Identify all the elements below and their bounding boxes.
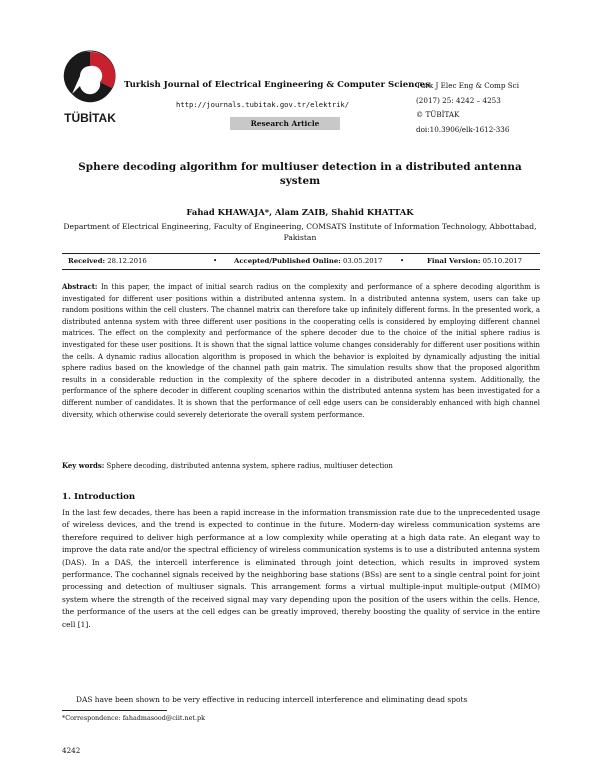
- separator-dot: •: [213, 257, 218, 265]
- journal-citation: Turk J Elec Eng & Comp Sci: [416, 81, 519, 90]
- doi-link[interactable]: doi:10.3906/elk-1612-336: [416, 124, 510, 134]
- article-type-badge: Research Article: [230, 117, 340, 130]
- journal-meta: [416, 79, 519, 137]
- dates-bar: [62, 253, 540, 270]
- author-list: Fahad KHAWAJA*, Alam ZAIB, Shahid KHATTAK: [186, 207, 414, 217]
- second-paragraph: DAS have been shown to be very effective in reducing intercell interference and eliminating dead spots: [76, 695, 468, 704]
- tubitak-emblem-icon: [62, 48, 118, 132]
- svg-text:TÜBİTAK: TÜBİTAK: [64, 111, 116, 125]
- abstract: [62, 281, 540, 421]
- journal-name: Turkish Journal of Electrical Engineering & Computer Sciences: [124, 80, 430, 90]
- keywords: [62, 461, 540, 470]
- accepted-date: [234, 254, 382, 269]
- accepted-value: 03.05.2017: [342, 257, 383, 265]
- footnote-divider: [62, 710, 167, 711]
- volume-pages: (2017) 25: 4242 – 4253: [416, 95, 501, 105]
- tubitak-logo: [62, 48, 118, 132]
- page-number: 4242: [62, 746, 81, 755]
- affiliation: Department of Electrical Engineering, Faculty of Engineering, COMSATS Institute of Information Technology, Abbottabad, Pakistan: [63, 222, 537, 242]
- keywords-text: Sphere decoding, distributed antenna system, sphere radius, multiuser detection: [106, 462, 393, 470]
- intro-paragraph: In the last few decades, there has been a rapid increase in the information transmission rate due to the unprecedented usage of wireless devices, and the trend is expected to continue in the future. Modern-day wireless communication systems are therefore required to deliver high performance at a low complexity while operating at a high data rate. An elegant way to improve the data rate and/or the spectral efficiency of wireless communication systems is to use a distributed antenna system (DAS). In a DAS, the intercell interference is eliminated through joint detection, which results in improved system performance. The cochannel signals received by the neighboring base stations (BSs) are sent to a single central point for joint processing and detection of multiuser signals. This arrangement forms a virtual multiple-input multiple-output (MIMO) system where the strength of the received signal may vary depending upon the position of the users within the cells. Hence, the performance of the users at the cell edges can be greatly improved, thereby boosting the quality of service in the entire cell [1].: [62, 508, 540, 629]
- section-heading: 1. Introduction: [62, 492, 136, 502]
- final-label: Final Version:: [427, 257, 481, 265]
- journal-url-link[interactable]: http://journals.tubitak.gov.tr/elektrik/: [176, 100, 350, 109]
- received-label: Received:: [68, 257, 106, 265]
- separator-dot: •: [400, 257, 405, 265]
- keywords-label: Key words:: [62, 461, 105, 470]
- correspondence-footnote: *Correspondence: fahadmasood@ciit.net.pk: [62, 714, 205, 722]
- received-date: [68, 254, 147, 269]
- accepted-label: Accepted/Published Online:: [234, 257, 341, 265]
- copyright: © TÜBİTAK: [416, 110, 460, 119]
- abstract-label: Abstract:: [62, 282, 98, 291]
- final-value: 05.10.2017: [482, 257, 523, 265]
- received-value: 28.12.2016: [107, 257, 147, 265]
- abstract-text: In this paper, the impact of initial search radius on the complexity and performance of a sphere decoding algorithm is investigated for different user positions within a distributed antenna system. In a distributed antenna system, users can take up random positions within the cell clusters. The channel matrix can therefore take up infinitely different forms. In the presented work, a distributed antenna system with three different user positions in the cooperating cells is considered by employing different channel matrices. The effect on the complexity and performance of the sphere decoder due to the choice of the initial sphere radius is investigated for these user positions. It is shown that the signal lattice volume changes considerably for different user positions within the cells. A dynamic radius allocation algorithm is proposed in which the behavior is exploited by dynamically adjusting the initial sphere radius based on the knowledge of the channel path gain matrix. The simulation results show that the proposed algorithm results in a considerable reduction in the complexity of the sphere decoder in a distributed antenna system. Additionally, the performance of the sphere decoder in different coupling scenarios within the distributed antenna system has been investigated for a different number of candidates. It is shown that the performance of cell edge users can be considerably enhanced with high channel diversity, which otherwise could severely deteriorate the overall system performance.: [62, 283, 540, 419]
- final-date: [427, 254, 522, 269]
- paper-title: Sphere decoding algorithm for multiuser detection in a distributed antenna system: [78, 161, 522, 187]
